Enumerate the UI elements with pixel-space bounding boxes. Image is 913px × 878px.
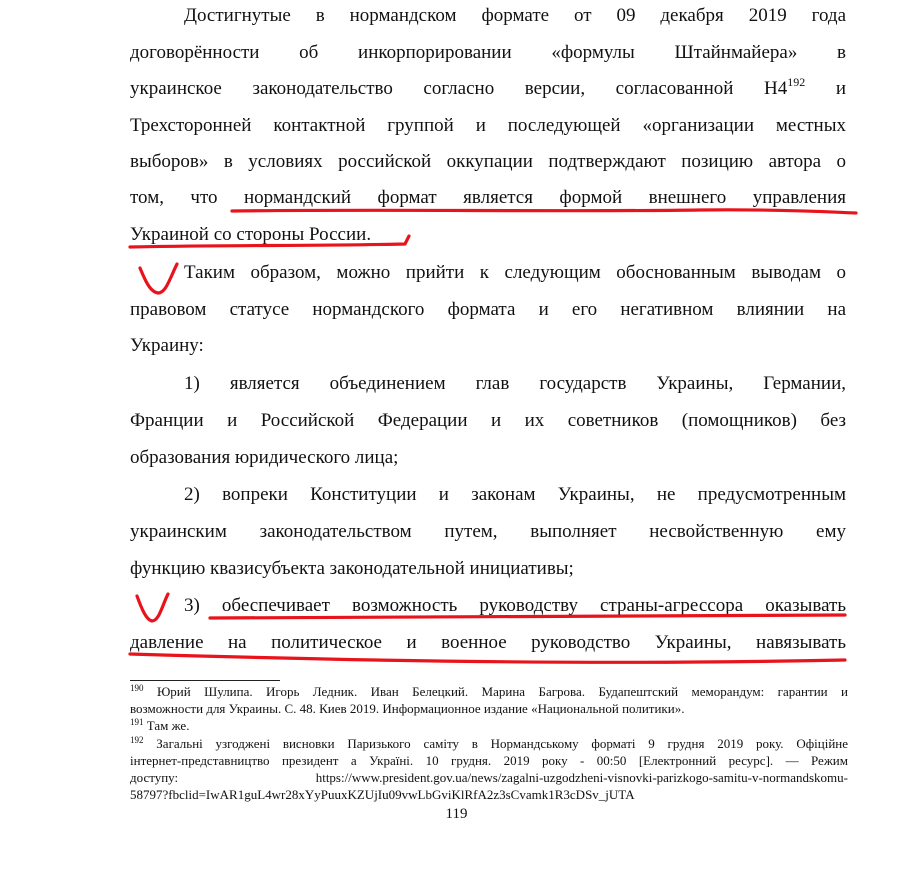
- item3-number: 3): [184, 595, 200, 616]
- item2-line1: 2) вопреки Конституции и законам Украины, не предусмотренным: [184, 484, 846, 505]
- footnote-191: [130, 718, 848, 734]
- para2-line2: правовом статусе нормандского формата и его негативном влиянии на: [130, 299, 846, 320]
- para1-line6-start: том, что: [130, 187, 218, 208]
- para1-line3: [130, 77, 846, 101]
- para1-line2: договорённости об инкорпорировании «формулы Штайнмайера» в: [130, 42, 846, 63]
- footnote-192-text: Загальні узгоджені висновки Паризького саміту в Нормандському форматі 9 грудня 2019 року. Офіційне: [156, 736, 849, 751]
- footnote-192-line3[interactable]: доступу: https://www.president.gov.ua/news/zagalni-uzgodzheni-visnovki-parizkogo-samitu-v-normandskomu-: [130, 770, 848, 785]
- check-mark-1: [140, 264, 177, 293]
- underline-mark-4: [130, 654, 845, 662]
- check-mark-2: [137, 594, 168, 621]
- item3-line2: давление на политическое и военное руководство Украины, навязывать: [130, 632, 846, 653]
- footnote-separator: [130, 680, 280, 681]
- footnote-192-line1: [130, 736, 848, 752]
- footnote-190-line1: [130, 684, 848, 700]
- underline-mark-1: [232, 210, 856, 213]
- footnote-190-line2: возможности для Украины. С. 48. Киев 2019. Информационное издание «Национальной политики».: [130, 701, 685, 716]
- footnote-190-number: 190: [130, 683, 144, 693]
- item1-line2: Франции и Российской Федерации и их советников (помощников) без: [130, 410, 846, 431]
- para2-line3: Украину:: [130, 335, 204, 356]
- para1-line3-end: и: [835, 78, 847, 99]
- para2-line1: Таким образом, можно прийти к следующим обоснованным выводам о: [184, 262, 846, 283]
- item1-line1: 1) является объединением глав государств Украины, Германии,: [184, 373, 846, 394]
- footnote-190-text: Юрий Шулипа. Игорь Ледник. Иван Белецкий. Марина Багрова. Будапештский меморандум: гарантии и: [156, 684, 848, 699]
- para1-line5: выборов» в условиях российской оккупации подтверждают позицию автора о: [130, 151, 846, 172]
- footnote-192-number: 192: [130, 735, 144, 745]
- highlighted-phrase-2: обеспечивает возможность руководству страны-агрессора оказывать: [221, 595, 846, 616]
- footnote-ref-192[interactable]: 192: [787, 75, 806, 89]
- para1-line1: Достигнутые в нормандском формате от 09 декабря 2019 года: [184, 5, 846, 26]
- footnote-192-url-end[interactable]: 58797?fbclid=IwAR1guL4wr28xYyPuuxKZUjIu09vwLbGviKlRfA2z3sCvamk1R3cDSv_jUTA: [130, 787, 635, 802]
- item1-line3: образования юридического лица;: [130, 447, 399, 468]
- footnote-191-number: 191: [130, 717, 144, 727]
- item3-line1: [184, 594, 846, 618]
- footnote-191-text: Там же.: [146, 718, 190, 733]
- page-number: 119: [445, 806, 468, 822]
- item2-line3: функцию квазисубъекта законодательной инициативы;: [130, 558, 574, 579]
- para1-line6: [130, 186, 846, 210]
- para1-line7: Украиной со стороны России.: [130, 224, 372, 245]
- item2-line2: украинским законодательством путем, выполняет несвойственную ему: [130, 521, 846, 542]
- highlighted-phrase-1: нормандский формат является формой внешнего управления: [244, 187, 847, 208]
- para1-line4: Трехсторонней контактной группой и последующей «организации местных: [130, 115, 846, 136]
- footnote-192-line2: інтернет-представництво президент а Україні. 10 грудня. 2019 року - 00:50 [Електронний ресурс]. — Режим: [130, 753, 848, 768]
- para1-line3-text: украинское законодательство согласно версии, согласованной Н4: [130, 78, 788, 99]
